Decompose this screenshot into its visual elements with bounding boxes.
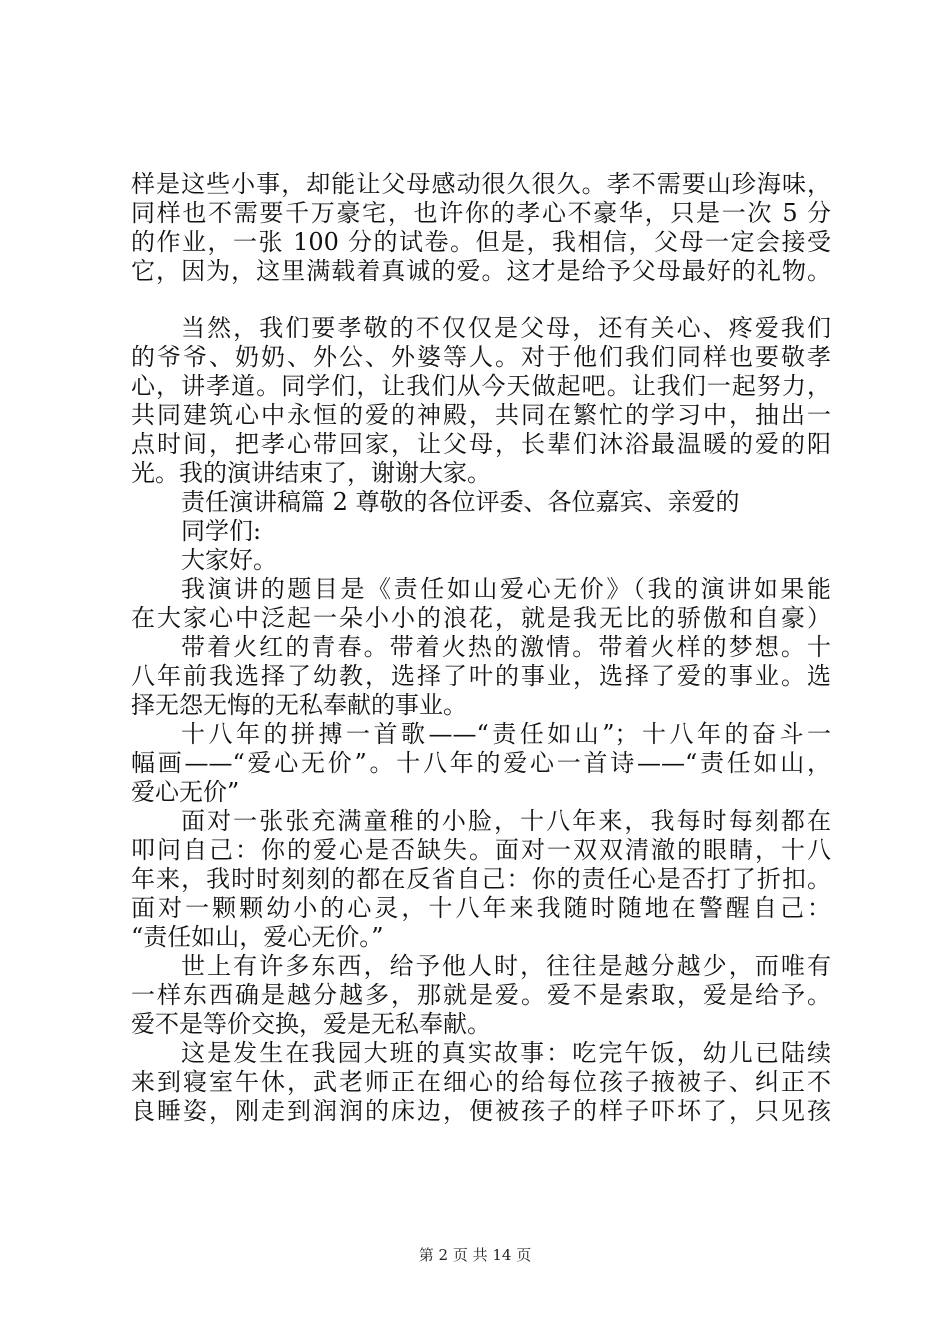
text-line: 带着火红的青春。带着火热的激情。带着火样的梦想。十 bbox=[181, 633, 831, 661]
document-body bbox=[131, 170, 831, 1126]
text-line: 心，讲孝道。同学们，让我们从今天做起吧。让我们一起努力， bbox=[131, 372, 831, 400]
text-line: 我演讲的题目是《责任如山爱心无价》（我的演讲如果能 bbox=[181, 575, 831, 603]
text-line: 当然，我们要孝敬的不仅仅是父母，还有关心、疼爱我们 bbox=[181, 314, 831, 342]
text-line: 光。我的演讲结束了，谢谢大家。 bbox=[131, 459, 491, 487]
text-line: 择无怨无悔的无私奉献的事业。 bbox=[131, 691, 467, 719]
text-line: 世上有许多东西，给予他人时，往往是越分越少，而唯有 bbox=[181, 952, 831, 980]
text-line: 一样东西确是越分越多，那就是爱。爱不是索取，爱是给予。 bbox=[131, 981, 831, 1009]
text-line: 在大家心中泛起一朵小小的浪花，就是我无比的骄傲和自豪） bbox=[131, 604, 831, 632]
blank-line bbox=[131, 286, 831, 314]
text-line: 面对一颗颗幼小的心灵，十八年来我随时随地在警醒自己： bbox=[131, 894, 831, 922]
text-line: 点时间，把孝心带回家，让父母，长辈们沐浴最温暖的爱的阳 bbox=[131, 430, 831, 458]
text-line: 大家好。 bbox=[181, 546, 277, 574]
text-line: 的作业，一张 100 分的试卷。但是，我相信，父母一定会接受 bbox=[131, 228, 831, 256]
text-line: “责任如山，爱心无价。” bbox=[131, 923, 384, 951]
text-line: 这是发生在我园大班的真实故事：吃完午饭，幼儿已陆续 bbox=[181, 1039, 831, 1067]
text-line: 十八年的拼搏一首歌——“责任如山”；十八年的奋斗一 bbox=[181, 720, 831, 748]
text-line: 同样也不需要千万豪宅，也许你的孝心不豪华，只是一次 5 分 bbox=[131, 199, 831, 227]
text-line: 共同建筑心中永恒的爱的神殿，共同在繁忙的学习中，抽出一 bbox=[131, 401, 831, 429]
text-line: 叩问自己：你的爱心是否缺失。面对一双双清澈的眼睛，十八 bbox=[131, 836, 831, 864]
text-line: 年来，我时时刻刻的都在反省自己：你的责任心是否打了折扣。 bbox=[131, 865, 831, 893]
text-line: 同学们: bbox=[181, 517, 262, 545]
page-footer: 第 2 页 共 14 页 bbox=[418, 1246, 532, 1264]
text-line: 八年前我选择了幼教，选择了叶的事业，选择了爱的事业。选 bbox=[131, 662, 831, 690]
text-line: 良睡姿，刚走到润润的床边，便被孩子的样子吓坏了，只见孩 bbox=[131, 1097, 831, 1125]
text-line: 来到寝室午休，武老师正在细心的给每位孩子掖被子、纠正不 bbox=[131, 1068, 831, 1096]
text-line: 面对一张张充满童稚的小脸，十八年来，我每时每刻都在 bbox=[181, 807, 831, 835]
text-line: 幅画——“爱心无价”。十八年的爱心一首诗——“责任如山， bbox=[131, 749, 831, 777]
text-line: 爱不是等价交换，爱是无私奉献。 bbox=[131, 1010, 491, 1038]
text-line: 责任演讲稿篇 2 尊敬的各位评委、各位嘉宾、亲爱的 bbox=[181, 488, 740, 516]
text-line: 的爷爷、奶奶、外公、外婆等人。对于他们我们同样也要敬孝 bbox=[131, 343, 831, 371]
text-line: 爱心无价” bbox=[131, 778, 240, 806]
text-line: 它，因为，这里满载着真诚的爱。这才是给予父母最好的礼物。 bbox=[131, 257, 831, 285]
text-line: 样是这些小事，却能让父母感动很久很久。孝不需要山珍海味， bbox=[131, 170, 831, 198]
